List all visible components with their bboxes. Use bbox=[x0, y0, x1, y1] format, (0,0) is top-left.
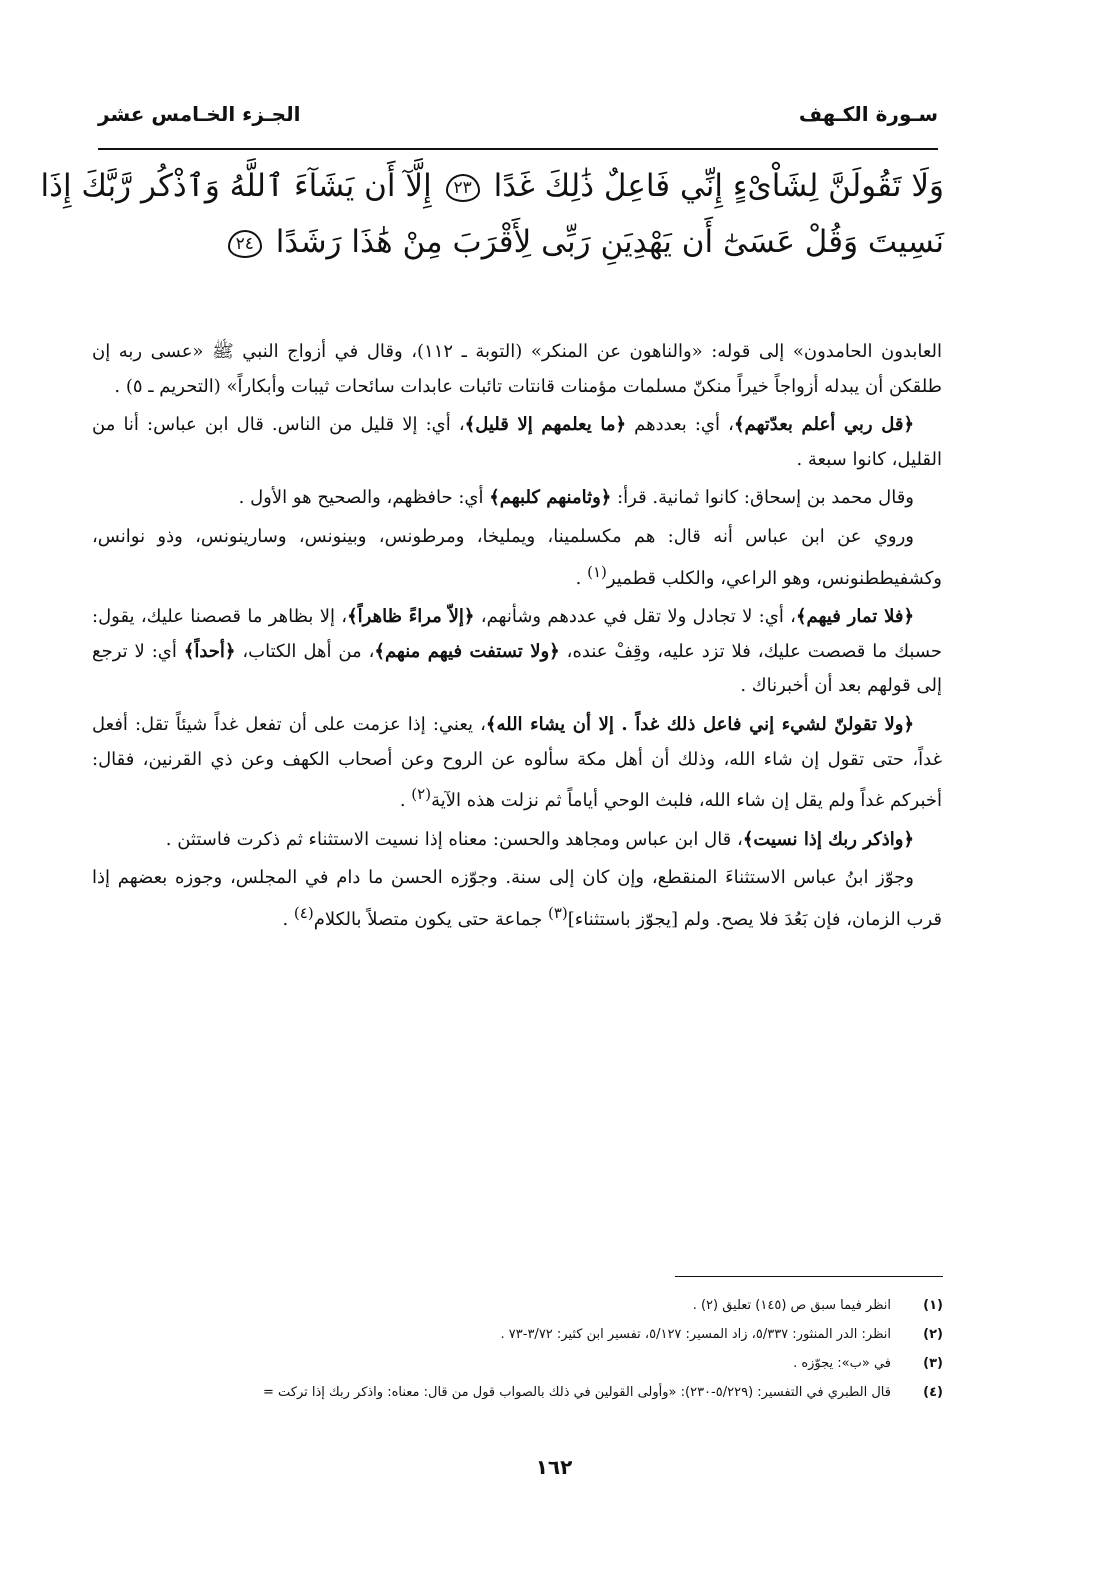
paragraph-text: ، إلا بظاهر ما قصصنا عليك، يقول: حسبك ما قصصت عليك، فلا تزد عليه، وقِفْ عنده، bbox=[92, 606, 943, 662]
paragraph-text: . bbox=[575, 567, 588, 589]
paragraph-text: وجوّز ابنُ عباس الاستثناءَ المنقطع، وإن كان إلى سنة. وجوّزه الحسن ما دام في المجلس، وجوزه بعضهم إذا قرب الزمان، فإن بَعُدَ فلا يصح. ولم [يجوّز باستثناء] bbox=[92, 867, 942, 930]
paragraph bbox=[92, 408, 942, 477]
paragraph-text: . bbox=[282, 908, 294, 930]
paragraph-text: ، يعني: إذا عزمت على أن تفعل غداً شيئاً تقل: أفعل غداً، حتى تقول إن شاء الله، وذلك أن أهل مكة سألوه عن الروح وعن أصحاب الكهف وعن ذي القرنين، فقال: أخبركم غداً ولم يقل إن شاء الله، فلبث الوحي أياماً ثم نزلت هذه الآية bbox=[92, 713, 942, 812]
verse-line bbox=[92, 214, 944, 270]
footnote-rule bbox=[675, 1276, 943, 1277]
footnote-text: انظر فيما سبق ص (١٤٥) تعليق (٢) . bbox=[692, 1298, 891, 1313]
paragraph-text: ، قال ابن عباس ومجاهد والحسن: معناه إذا نسيت الاستثناء ثم ذكرت فاستثن . bbox=[165, 828, 743, 850]
juz-label: الجـزء الخـامس عشر bbox=[98, 102, 301, 126]
verse-text: نَسِيتَ وَقُلْ عَسَىٰٓ أَن يَهْدِيَنِ رَبِّى لِأَقْرَبَ مِنْ هَٰذَا رَشَدًا bbox=[275, 224, 944, 260]
footnote-number: (١) bbox=[923, 1298, 943, 1313]
paragraph-text: ، أي: بعددهم bbox=[626, 414, 734, 436]
quoted-verse: ﴿إلاّ مراءً ظاهراً﴾ bbox=[347, 606, 475, 628]
quoted-verse: ﴿واذكر ربك إذا نسيت﴾ bbox=[742, 828, 914, 850]
footnote-item bbox=[70, 1349, 943, 1378]
footnote-ref[interactable]: (٣) bbox=[547, 903, 568, 922]
quoted-verse: ﴿ما يعلمهم إلا قليل﴾ bbox=[464, 414, 627, 436]
quoted-verse: ﴿فلا تمار فيهم﴾ bbox=[795, 606, 914, 628]
footnote-item bbox=[70, 1378, 943, 1407]
quran-verse-block bbox=[40, 158, 944, 270]
footnote-ref[interactable]: (١) bbox=[587, 562, 607, 581]
verse-text: وَلَا تَقُولَنَّ لِشَاْىْءٍ إِنِّي فَاعِلٌ ذَٰلِكَ غَدًا bbox=[493, 168, 944, 204]
verse-text: إِلَّآ أَن يَشَآءَ ٱللَّهُ وَٱذْكُر رَّبَّكَ إِذَا bbox=[40, 168, 432, 204]
paragraph-text: أي: لا ترجع إلى قولهم بعد أن أخبرناك . bbox=[92, 640, 942, 697]
quoted-verse: ﴿قل ربي أعلم بعدّتهم﴾ bbox=[733, 414, 914, 436]
paragraph-text: . bbox=[399, 790, 412, 812]
paragraph-text: وروي عن ابن عباس أنه قال: هم مكسلمينا، ويمليخا، ومرطونس، وبينونس، وسارينونس، وذو نوانس، وكشفيططنونس، وهو الراعي، والكلب قطمير bbox=[92, 525, 942, 589]
paragraph bbox=[92, 520, 942, 596]
paragraph-text: جماعة حتى يكون متصلاً بالكلام bbox=[313, 908, 548, 930]
ayah-number-marker: ٢٤ bbox=[228, 230, 262, 258]
verse-line bbox=[40, 158, 944, 214]
paragraph-text: ، أي: إلا قليل من الناس. قال ابن عباس: أنا من القليل، كانوا سبعة . bbox=[92, 414, 942, 470]
header-rule bbox=[98, 148, 938, 150]
paragraph bbox=[92, 335, 942, 404]
commentary-text bbox=[92, 335, 942, 942]
footnote-ref[interactable]: (٢) bbox=[411, 785, 432, 804]
footnote-item bbox=[70, 1291, 943, 1320]
quoted-verse: ﴿أحداً﴾ bbox=[183, 640, 236, 662]
page-header bbox=[98, 95, 938, 133]
page-number: ١٦٢ bbox=[535, 1455, 573, 1479]
footnote-number: (٣) bbox=[923, 1356, 943, 1371]
paragraph bbox=[92, 861, 942, 937]
paragraph-text: ، أي: لا تجادل ولا تقل في عددهم وشأنهم، bbox=[474, 606, 796, 628]
footnote-number: (٢) bbox=[923, 1327, 943, 1342]
footnote-text: قال الطبري في التفسير: (٥/٢٢٩-٢٣٠): «وأولى القولين في ذلك بالصواب قول من قال: معناه: واذكر ربك إذا تركت = bbox=[263, 1385, 891, 1400]
paragraph-text: ، من أهل الكتاب، bbox=[235, 640, 375, 662]
paragraph bbox=[92, 481, 942, 516]
paragraph bbox=[92, 823, 942, 858]
footnote-text: في «ب»: يجوّزه . bbox=[793, 1356, 891, 1371]
paragraph bbox=[92, 708, 942, 819]
quoted-verse: ﴿وثامنهم كلبهم﴾ bbox=[489, 487, 612, 509]
footnotes bbox=[70, 1291, 943, 1407]
surah-title: سـورة الكـهف bbox=[798, 102, 938, 126]
quoted-verse: ﴿ولا تقولنّ لشيء إني فاعل ذلك غداً . إلا أن يشاء الله﴾ bbox=[485, 713, 914, 735]
paragraph bbox=[92, 600, 942, 704]
quoted-verse: ﴿ولا تستفت فيهم منهم﴾ bbox=[374, 640, 560, 662]
footnote-ref[interactable]: (٤) bbox=[293, 903, 314, 922]
footnote-item bbox=[70, 1320, 943, 1349]
paragraph-text: العابدون الحامدون» إلى قوله: «والناهون عن المنكر» (التوبة ـ ١١٢)، وقال في أزواج النبي ﷺ «عسى ربه إن طلقكن أن يبدله أزواجاً خيراً منكنّ مسلمات مؤمنات قانتات تائبات عابدات سائحات ثيبات وأبكاراً» (التحريم ـ ٥) . bbox=[92, 341, 942, 397]
paragraph-text: أي: حافظهم، والصحيح هو الأول . bbox=[238, 487, 490, 509]
ayah-number-marker: ٢٣ bbox=[446, 174, 480, 202]
footnote-number: (٤) bbox=[923, 1385, 943, 1400]
paragraph-text: وقال محمد بن إسحاق: كانوا ثمانية. قرأ: bbox=[611, 487, 914, 509]
footnote-text: انظر: الدر المنثور: ٥/٣٣٧، زاد المسير: ٥/١٢٧، تفسير ابن كثير: ٣/٧٢-٧٣ . bbox=[500, 1327, 891, 1342]
